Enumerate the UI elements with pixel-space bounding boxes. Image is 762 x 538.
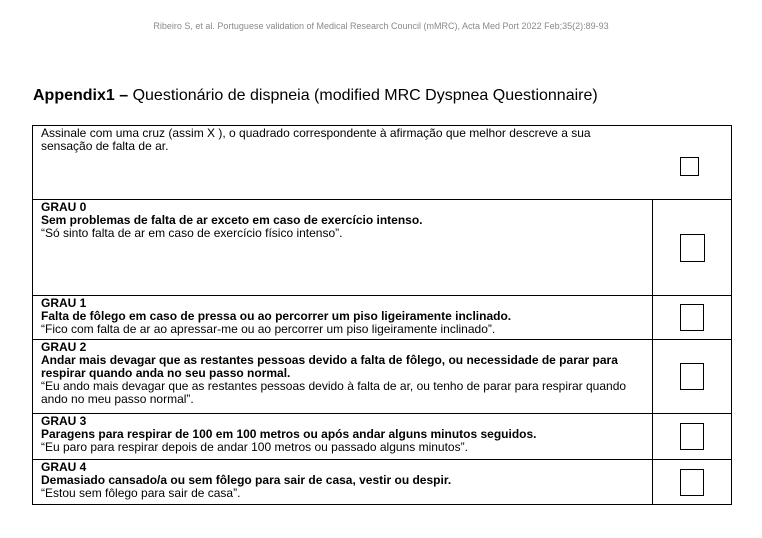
grade-row-2 [33,340,732,414]
grade-1-text-cell [33,296,653,340]
grade-row-0 [33,200,732,296]
grade-3-label: GRAU 3 [41,414,87,428]
grade-0-label: GRAU 0 [41,200,87,214]
grade-row-3 [33,414,732,460]
grade-0-checkbox[interactable] [680,234,705,262]
dyspnea-questionnaire-table [32,125,732,505]
grade-0-description: Sem problemas de falta de ar exceto em caso de exercício intenso. [41,213,423,227]
grade-1-checkbox-cell [653,296,732,340]
grade-3-checkbox[interactable] [680,423,704,450]
grade-0-text-cell [33,200,653,296]
grade-2-quote: “Eu ando mais devagar que as restantes pessoas devido à falta de ar, ou tenho de parar para respirar quando ando no meu passo normal”. [41,379,627,406]
grade-2-checkbox-cell [653,340,732,414]
grade-4-checkbox-cell [653,460,732,505]
grade-0-checkbox-cell [653,200,732,296]
instruction-text: Assinale com uma cruz (assim X ), o quadrado correspondente à afirmação que melhor descreve a sua sensação de falta de ar. [41,126,591,153]
grade-4-description: Demasiado cansado/a ou sem fôlego para sair de casa, vestir ou despir. [41,473,452,487]
citation-header: Ribeiro S, et al. Portuguese validation of Medical Research Council (mMRC), Acta Med Port 2022 Feb;35(2):89-93 [153,21,609,31]
grade-row-1 [33,296,732,340]
grade-3-description: Paragens para respirar de 100 em 100 metros ou após andar alguns minutos seguidos. [41,427,537,441]
grade-4-quote: “Estou sem fôlego para sair de casa”. [41,486,241,500]
instruction-checkbox[interactable] [680,157,699,176]
instruction-row [33,126,732,200]
grade-3-checkbox-cell [653,414,732,460]
grade-4-checkbox[interactable] [680,469,704,496]
grade-3-quote: “Eu paro para respirar depois de andar 100 metros ou passado alguns minutos”. [41,440,468,454]
title-text: Questionário de dispneia (modified MRC Dyspnea Questionnaire) [128,87,598,104]
grade-0-quote: “Só sinto falta de ar em caso de exercício físico intenso”. [41,226,343,240]
grade-2-description: Andar mais devagar que as restantes pessoas devido a falta de fôlego, ou necessidade de parar para respirar quando anda no seu passo normal. [41,353,618,380]
grade-4-text-cell [33,460,653,505]
grade-1-label: GRAU 1 [41,296,87,310]
grade-1-description: Falta de fôlego em caso de pressa ou ao percorrer um piso ligeiramente inclinado. [41,309,512,323]
instruction-cell [33,126,732,200]
grade-1-quote: “Fico com falta de ar ao apressar-me ou ao percorrer um piso ligeiramente inclinado”. [41,322,496,336]
appendix-label: Appendix1 – [33,87,129,104]
grade-2-text-cell [33,340,653,414]
grade-4-label: GRAU 4 [41,460,87,474]
page-title [33,87,598,105]
grade-3-text-cell [33,414,653,460]
grade-row-4 [33,460,732,505]
grade-2-label: GRAU 2 [41,340,87,354]
grade-2-checkbox[interactable] [680,363,704,390]
grade-1-checkbox[interactable] [680,304,704,331]
